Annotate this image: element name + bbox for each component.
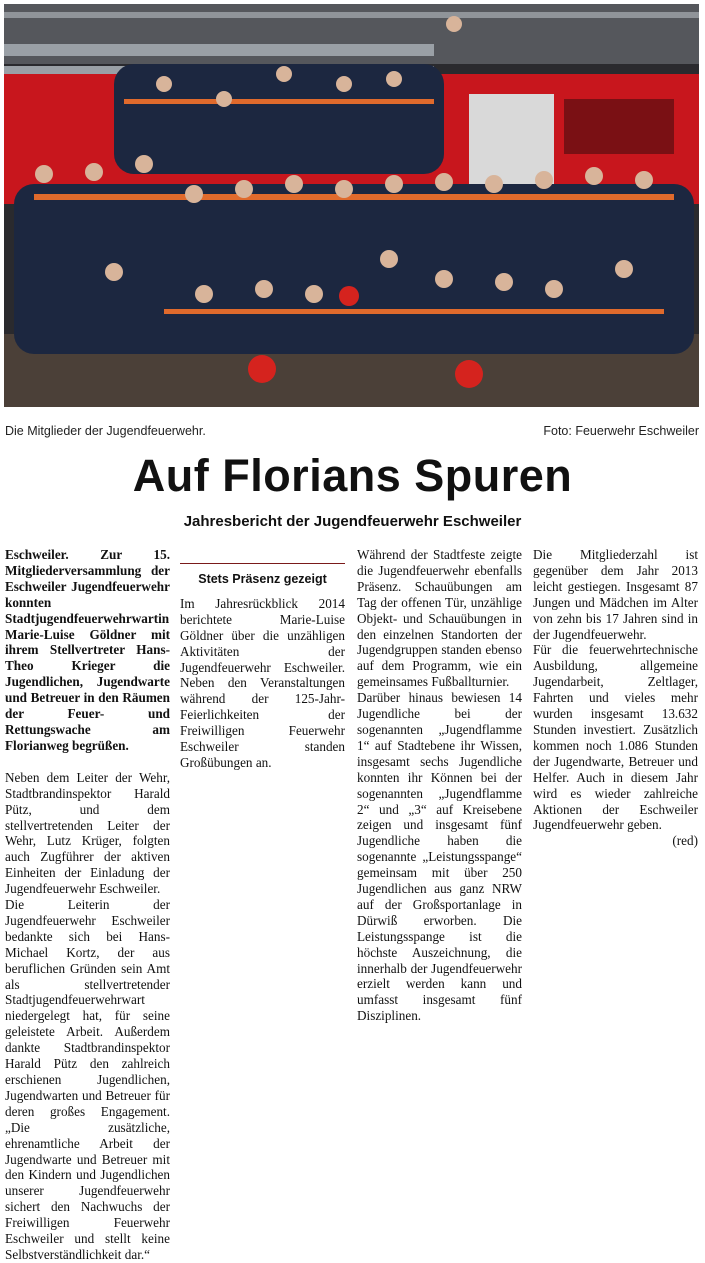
- article-paragraph: Im Jahresrückblick 2014 berichtete Marie-Luise Göldner über die unzähligen Aktivitäten der Jugendfeuerwehr Eschweiler. Neben den Veranstaltungen während der 125-Jahr-Feierlichkeiten der Freiwilligen Feuerwehr Eschweiler standen Großübungen an.: [180, 595, 345, 770]
- article-paragraph: Darüber hinaus bewiesen 14 Jugendliche bei der sogenannten „Jugendflamme 1“ auf Stadtebene ihr Wissen, insgesamt sechs Jugendliche konnten ihr Können bei der sogenannten „Jugendflamme 2“ und „3“ auf Kreisebene zeigen und insgesamt fünf Jugendliche haben die sogenannte „Leistungsspange“ gemeinsam mit über 250 Jugendlichen aus ganz NRW auf der Großsportanlage in Dürwiß erworben. Die Leistungsspange ist die höchste Auszeichnung, die innerhalb der Jugendfeuerwehr erzielt werden kann und umfasst insgesamt fünf Disziplinen.: [357, 690, 522, 1024]
- article-paragraph: Neben dem Leiter der Wehr, Stadtbrandinspektor Harald Pütz, und dem stellvertretenden Leiter der Wehr, Lutz Krüger, folgten auch Zugführer der aktiven Einheiten der Einladung der Jugendfeuerwehr Eschweiler.: [5, 769, 170, 897]
- article-paragraph: Die Leiterin der Jugendfeuerwehr Eschweiler bedankte sich bei Hans-Michael Kortz, der aus beruflichen Gründen sein Amt als stellvertretender Stadtjugendfeuerwehrwart niedergelegt hat, für seine geleistete Arbeit. Außerdem dankte Stadtbrandinspektor Harald Pütz den zahlreich erschienen Jugendlichen, Jugendwarten und Betreuer für deren großes Engagement. „Die zusätzliche, ehrenamtliche Arbeit der Jugendwarte und Betreuer mit den Kindern und Jugendlichen unserer Jugendfeuerwehr sichert den Nachwuchs der Freiwilligen Feuerwehr Eschweiler und stellt keine Selbstverständlichkeit dar.“: [5, 897, 170, 1262]
- article-lead: Eschweiler. Zur 15. Mitgliederversammlung der Eschweiler Jugendfeuerwehr konnten Stadtjugendfeuerwehrwartin Marie-Luise Göldner mit ihrem Stellvertreter Hans-Theo Krieger die Jugendlichen, Jugendwarte und Betreuer in den Räumen der Feuer- und Rettungswache am Florianweg begrüßen.: [5, 547, 170, 753]
- article-paragraph: Für die feuerwehrtechnische Ausbildung, allgemeine Jugendarbeit, Zeltlager, Fahrten und vieles mehr wurden insgesamt 13.632 Stunden investiert. Zusätzlich kommen noch 1.086 Stunden der Jugendwarte, Betreuer und Helfer. Auch in diesem Jahr wird es wieder zahlreiche Aktionen der Eschweiler Jugendfeuerwehr geben.: [533, 642, 698, 833]
- article-column-3: [357, 547, 522, 1024]
- article-column-4: [533, 547, 698, 849]
- article-subheadline: Jahresbericht der Jugendfeuerwehr Eschweiler: [183, 513, 522, 530]
- photo-caption: Die Mitglieder der Jugendfeuerwehr.: [5, 424, 206, 438]
- article-paragraph: Während der Stadtfeste zeigte die Jugendfeuerwehr ebenfalls Präsenz. Schauübungen am Tag der offenen Tür, unzählige Objekt- und Schauübungen in den einzelnen Standorten der Jugendgruppen standen ebenso auf dem Programm, wie ein gemeinsames Fußballturnier.: [357, 547, 522, 690]
- article-author: (red): [672, 833, 698, 849]
- article-paragraph: Die Mitgliederzahl ist gegenüber dem Jahr 2013 leicht gestiegen. Insgesamt 87 Jungen und Mädchen im Alter von zehn bis 17 Jahren sind in der Jugendfeuerwehr.: [533, 547, 698, 642]
- group-photo: [4, 4, 699, 407]
- photo-credit: Foto: Feuerwehr Eschweiler: [543, 424, 699, 438]
- article-subheading: Stets Präsenz gezeigt: [180, 563, 345, 588]
- article-headline: Auf Florians Spuren: [132, 450, 573, 501]
- article-column-1: [5, 547, 170, 1263]
- article-column-2: [180, 547, 345, 771]
